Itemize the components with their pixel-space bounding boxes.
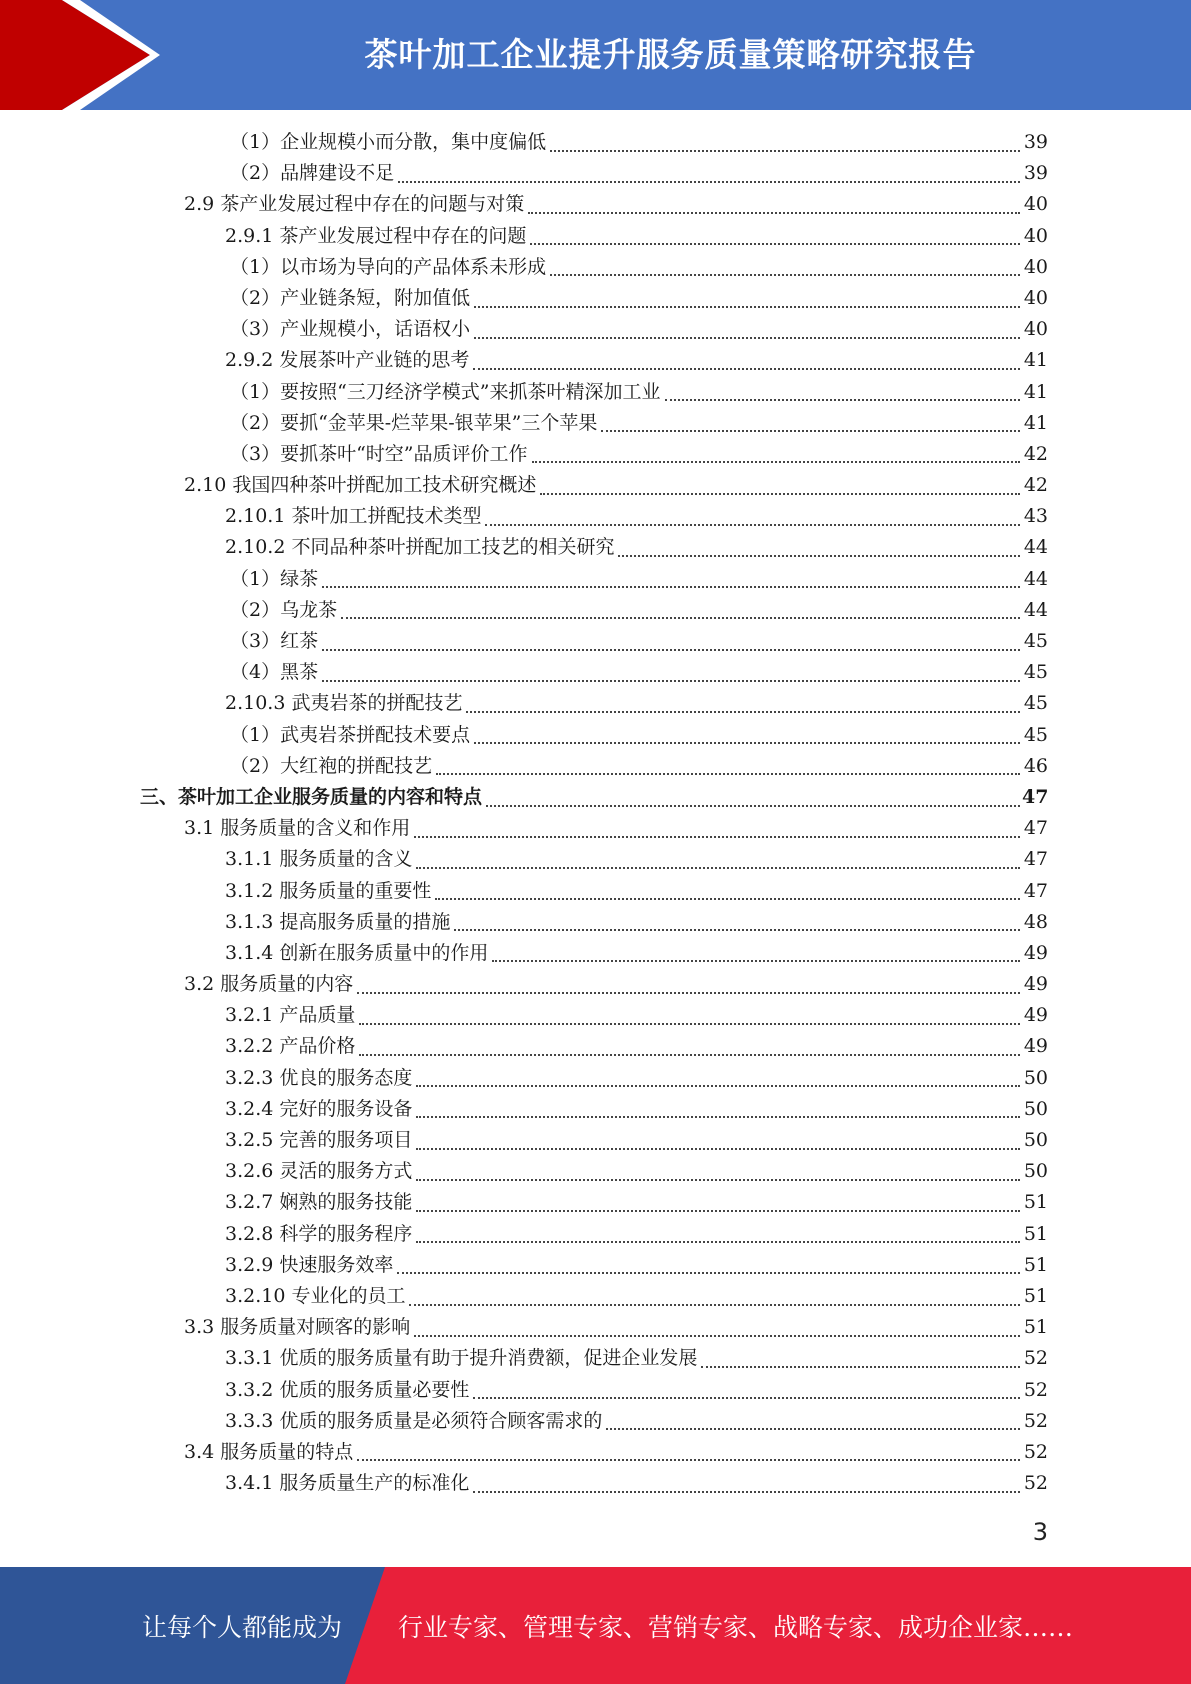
toc-entry-page: 51 [1023, 1284, 1048, 1307]
toc-entry-page: 51 [1023, 1222, 1048, 1245]
toc-entry[interactable] [0, 345, 1048, 376]
toc-entry[interactable] [0, 377, 1048, 408]
toc-entry[interactable] [0, 782, 1048, 813]
toc-entry[interactable] [0, 1219, 1048, 1250]
toc-entry-title: 3.2.10 专业化的员工 [225, 1284, 406, 1307]
toc-entry-title: 2.10.2 不同品种茶叶拼配加工技艺的相关研究 [225, 536, 615, 559]
toc-leader-dots [435, 898, 1020, 900]
toc-entry-title: 3.2.9 快速服务效率 [225, 1253, 394, 1276]
toc-leader-dots [540, 493, 1020, 495]
toc-entry-title: （2）产业链条短，附加值低 [230, 286, 471, 309]
toc-entry-title: 3.1.2 服务质量的重要性 [225, 879, 432, 902]
toc-entry[interactable] [0, 564, 1048, 595]
toc-entry-page: 39 [1023, 131, 1048, 153]
toc-entry-page: 48 [1023, 910, 1048, 933]
toc-entry-page: 42 [1023, 442, 1048, 465]
toc-entry-title: 2.10 我国四种茶叶拼配加工技术研究概述 [184, 474, 537, 497]
toc-entry[interactable] [0, 688, 1048, 719]
toc-entry-title: 3.3.2 优质的服务质量必要性 [225, 1378, 470, 1401]
toc-entry[interactable] [0, 127, 1048, 158]
toc-entry[interactable] [0, 1406, 1048, 1437]
toc-entry-page: 52 [1023, 1472, 1048, 1495]
toc-entry[interactable] [0, 470, 1048, 501]
page-number: 3 [1032, 1518, 1048, 1546]
toc-entry-page: 50 [1023, 1160, 1048, 1183]
toc-entry-title: 2.10.1 茶叶加工拼配技术类型 [225, 505, 482, 528]
toc-entry-page: 40 [1023, 255, 1048, 278]
toc-entry[interactable] [0, 1125, 1048, 1156]
toc-entry-title: （2）要抓“金苹果-烂苹果-银苹果”三个苹果 [230, 411, 598, 434]
toc-leader-dots [486, 805, 1020, 807]
toc-leader-dots [701, 1366, 1020, 1368]
toc-leader-dots [530, 243, 1020, 245]
toc-entry-page: 51 [1023, 1316, 1048, 1339]
toc-leader-dots [474, 742, 1020, 744]
toc-entry-title: 3.4.1 服务质量生产的标准化 [225, 1472, 470, 1495]
toc-entry-page: 44 [1023, 567, 1048, 590]
toc-entry-page: 49 [1023, 973, 1048, 996]
toc-entry-title: 2.9.2 发展茶叶产业链的思考 [225, 349, 470, 372]
page-header [0, 0, 1191, 110]
toc-entry-page: 45 [1023, 630, 1048, 652]
toc-leader-dots [322, 586, 1020, 588]
toc-leader-dots [473, 1491, 1020, 1493]
toc-entry[interactable] [0, 1437, 1048, 1468]
toc-entry-title: 3.2.4 完好的服务设备 [225, 1097, 413, 1120]
toc-leader-dots [416, 867, 1020, 869]
toc-entry-title: （1）武夷岩茶拼配技术要点 [230, 723, 471, 746]
toc-entry[interactable] [0, 720, 1048, 751]
toc-entry-page: 47 [1023, 848, 1048, 871]
toc-entry[interactable] [0, 969, 1048, 1000]
toc-entry[interactable] [0, 876, 1048, 907]
toc-leader-dots [466, 711, 1020, 713]
toc-entry-page: 52 [1023, 1409, 1048, 1432]
toc-leader-dots [341, 617, 1020, 619]
toc-entry-page: 42 [1023, 474, 1048, 497]
toc-entry-title: （1）企业规模小而分散，集中度偏低 [230, 131, 547, 153]
toc-entry[interactable] [0, 595, 1048, 626]
toc-entry-title: （2）品牌建设不足 [230, 162, 395, 185]
toc-leader-dots [416, 1085, 1020, 1087]
footer-slogan-left: 让每个人都能成为 [142, 1612, 343, 1642]
toc-entry[interactable] [0, 1343, 1048, 1374]
toc-entry[interactable] [0, 1000, 1048, 1031]
toc-entry[interactable] [0, 1031, 1048, 1062]
toc-entry[interactable] [0, 314, 1048, 345]
toc-entry-title: 3.2.7 娴熟的服务技能 [225, 1191, 413, 1214]
toc-leader-dots [357, 992, 1020, 994]
toc-entry-page: 50 [1023, 1066, 1048, 1089]
toc-entry-page: 46 [1023, 754, 1048, 777]
toc-leader-dots [618, 555, 1020, 557]
toc-entry-title: 3.1.4 创新在服务质量中的作用 [225, 941, 489, 964]
toc-entry[interactable] [0, 938, 1048, 969]
toc-entry[interactable] [0, 657, 1048, 688]
toc-entry-page: 49 [1023, 1004, 1048, 1027]
toc-leader-dots [322, 680, 1020, 682]
toc-entry-page: 45 [1023, 661, 1048, 684]
toc-leader-dots [398, 181, 1020, 183]
toc-entry-page: 52 [1023, 1378, 1048, 1401]
toc-leader-dots [485, 524, 1020, 526]
toc-entry[interactable] [0, 408, 1048, 439]
toc-leader-dots [528, 212, 1020, 214]
toc-entry-page: 39 [1023, 162, 1048, 185]
toc-entry-page: 40 [1023, 318, 1048, 341]
toc-entry-page: 49 [1023, 941, 1048, 964]
toc-entry-title: （3）红茶 [230, 630, 319, 652]
footer-slogan-right: 行业专家、管理专家、营销专家、战略专家、成功企业家…… [398, 1612, 1074, 1642]
toc-entry-title: 3.2.5 完善的服务项目 [225, 1129, 413, 1151]
toc-entry-title: （2）大红袍的拼配技艺 [230, 754, 433, 777]
toc-entry[interactable] [0, 1468, 1048, 1499]
toc-leader-dots [416, 1241, 1020, 1243]
toc-entry[interactable] [0, 189, 1048, 220]
toc-entry[interactable] [0, 158, 1048, 189]
toc-entry-page: 47 [1022, 785, 1049, 808]
toc-entry[interactable] [0, 283, 1048, 314]
toc-entry-page: 43 [1023, 505, 1048, 528]
toc-entry-title: （3）要抓茶叶“时空”品质评价工作 [230, 442, 528, 465]
toc-leader-dots [474, 306, 1020, 308]
toc-leader-dots [473, 368, 1020, 370]
toc-entry-title: （1）以市场为导向的产品体系未形成 [230, 255, 547, 278]
toc-entry-page: 49 [1023, 1035, 1048, 1058]
toc-entry-title: （1）绿茶 [230, 567, 319, 590]
toc-entry-page: 51 [1023, 1253, 1048, 1276]
toc-entry[interactable] [0, 1187, 1048, 1218]
table-of-contents [0, 127, 1191, 1499]
toc-entry-page: 44 [1023, 598, 1048, 621]
toc-entry-title: 3.3 服务质量对顾客的影响 [184, 1316, 411, 1339]
toc-entry-title: 3.2.6 灵活的服务方式 [225, 1160, 413, 1183]
toc-entry-page: 41 [1023, 380, 1048, 403]
toc-entry[interactable] [0, 532, 1048, 563]
toc-leader-dots [416, 1148, 1020, 1150]
toc-entry-page: 51 [1023, 1191, 1048, 1214]
toc-entry[interactable] [0, 907, 1048, 938]
toc-entry-title: 三、茶叶加工企业服务质量的内容和特点 [140, 785, 483, 808]
toc-entry-page: 45 [1023, 723, 1048, 746]
document-title: 茶叶加工企业提升服务质量策略研究报告 [364, 34, 977, 74]
toc-leader-dots [454, 929, 1020, 931]
page-footer [0, 1567, 1191, 1684]
toc-leader-dots [606, 1428, 1020, 1430]
toc-entry-title: 3.1 服务质量的含义和作用 [184, 817, 411, 840]
toc-leader-dots [414, 1335, 1020, 1337]
toc-entry-page: 52 [1023, 1440, 1048, 1463]
toc-leader-dots [532, 461, 1020, 463]
toc-entry[interactable] [0, 1250, 1048, 1281]
toc-entry-title: 3.2 服务质量的内容 [184, 973, 354, 996]
toc-entry-page: 50 [1023, 1129, 1048, 1151]
toc-leader-dots [409, 1304, 1020, 1306]
toc-entry-title: （3）产业规模小，话语权小 [230, 318, 471, 341]
toc-entry[interactable] [0, 1094, 1048, 1125]
toc-entry[interactable] [0, 1156, 1048, 1187]
toc-leader-dots [601, 430, 1020, 432]
toc-leader-dots [416, 1116, 1020, 1118]
toc-entry[interactable] [0, 626, 1048, 657]
toc-entry-title: 2.9 茶产业发展过程中存在的问题与对策 [184, 193, 525, 216]
toc-entry-title: 2.9.1 茶产业发展过程中存在的问题 [225, 224, 527, 247]
toc-leader-dots [550, 150, 1020, 152]
toc-entry-page: 40 [1023, 193, 1048, 216]
toc-entry-page: 41 [1023, 349, 1048, 372]
toc-entry[interactable] [0, 1312, 1048, 1343]
toc-entry[interactable] [0, 1063, 1048, 1094]
toc-leader-dots [474, 337, 1020, 339]
toc-leader-dots [322, 649, 1020, 651]
toc-leader-dots [436, 773, 1020, 775]
toc-entry-page: 50 [1023, 1097, 1048, 1120]
toc-leader-dots [414, 836, 1020, 838]
toc-leader-dots [473, 1397, 1020, 1399]
toc-entry-title: 2.10.3 武夷岩茶的拼配技艺 [225, 692, 463, 715]
toc-entry[interactable] [0, 1281, 1048, 1312]
toc-entry-title: （2）乌龙茶 [230, 598, 338, 621]
toc-entry-title: （4）黑茶 [230, 661, 319, 684]
toc-leader-dots [416, 1210, 1020, 1212]
toc-leader-dots [492, 960, 1020, 962]
toc-entry[interactable] [0, 439, 1048, 470]
toc-entry-page: 41 [1023, 411, 1048, 434]
toc-leader-dots [359, 1023, 1020, 1025]
toc-entry-title: 3.1.3 提高服务质量的措施 [225, 910, 451, 933]
toc-entry[interactable] [0, 221, 1048, 252]
toc-entry-title: 3.4 服务质量的特点 [184, 1440, 354, 1463]
toc-entry-title: 3.2.1 产品质量 [225, 1004, 356, 1027]
toc-entry-page: 45 [1023, 692, 1048, 715]
toc-leader-dots [357, 1459, 1020, 1461]
toc-leader-dots [359, 1054, 1020, 1056]
toc-leader-dots [416, 1179, 1020, 1181]
toc-leader-dots [397, 1272, 1020, 1274]
toc-entry[interactable] [0, 1375, 1048, 1406]
toc-entry[interactable] [0, 501, 1048, 532]
toc-entry-title: 3.2.3 优良的服务态度 [225, 1066, 413, 1089]
toc-entry[interactable] [0, 751, 1048, 782]
toc-entry-page: 44 [1023, 536, 1048, 559]
toc-entry[interactable] [0, 252, 1048, 283]
toc-entry[interactable] [0, 813, 1048, 844]
toc-entry-title: 3.2.8 科学的服务程序 [225, 1222, 413, 1245]
toc-entry-page: 40 [1023, 224, 1048, 247]
toc-entry-page: 40 [1023, 286, 1048, 309]
toc-leader-dots [550, 274, 1020, 276]
toc-entry[interactable] [0, 844, 1048, 875]
toc-entry-page: 47 [1023, 817, 1048, 840]
toc-entry-title: 3.2.2 产品价格 [225, 1035, 356, 1058]
toc-entry-title: 3.1.1 服务质量的含义 [225, 848, 413, 871]
toc-entry-page: 52 [1023, 1347, 1048, 1370]
toc-entry-title: （1）要按照“三刀经济学模式”来抓茶叶精深加工业 [230, 380, 661, 403]
toc-leader-dots [665, 399, 1020, 401]
toc-entry-title: 3.3.1 优质的服务质量有助于提升消费额，促进企业发展 [225, 1347, 698, 1370]
toc-entry-page: 47 [1023, 879, 1048, 902]
toc-entry-title: 3.3.3 优质的服务质量是必须符合顾客需求的 [225, 1409, 603, 1432]
